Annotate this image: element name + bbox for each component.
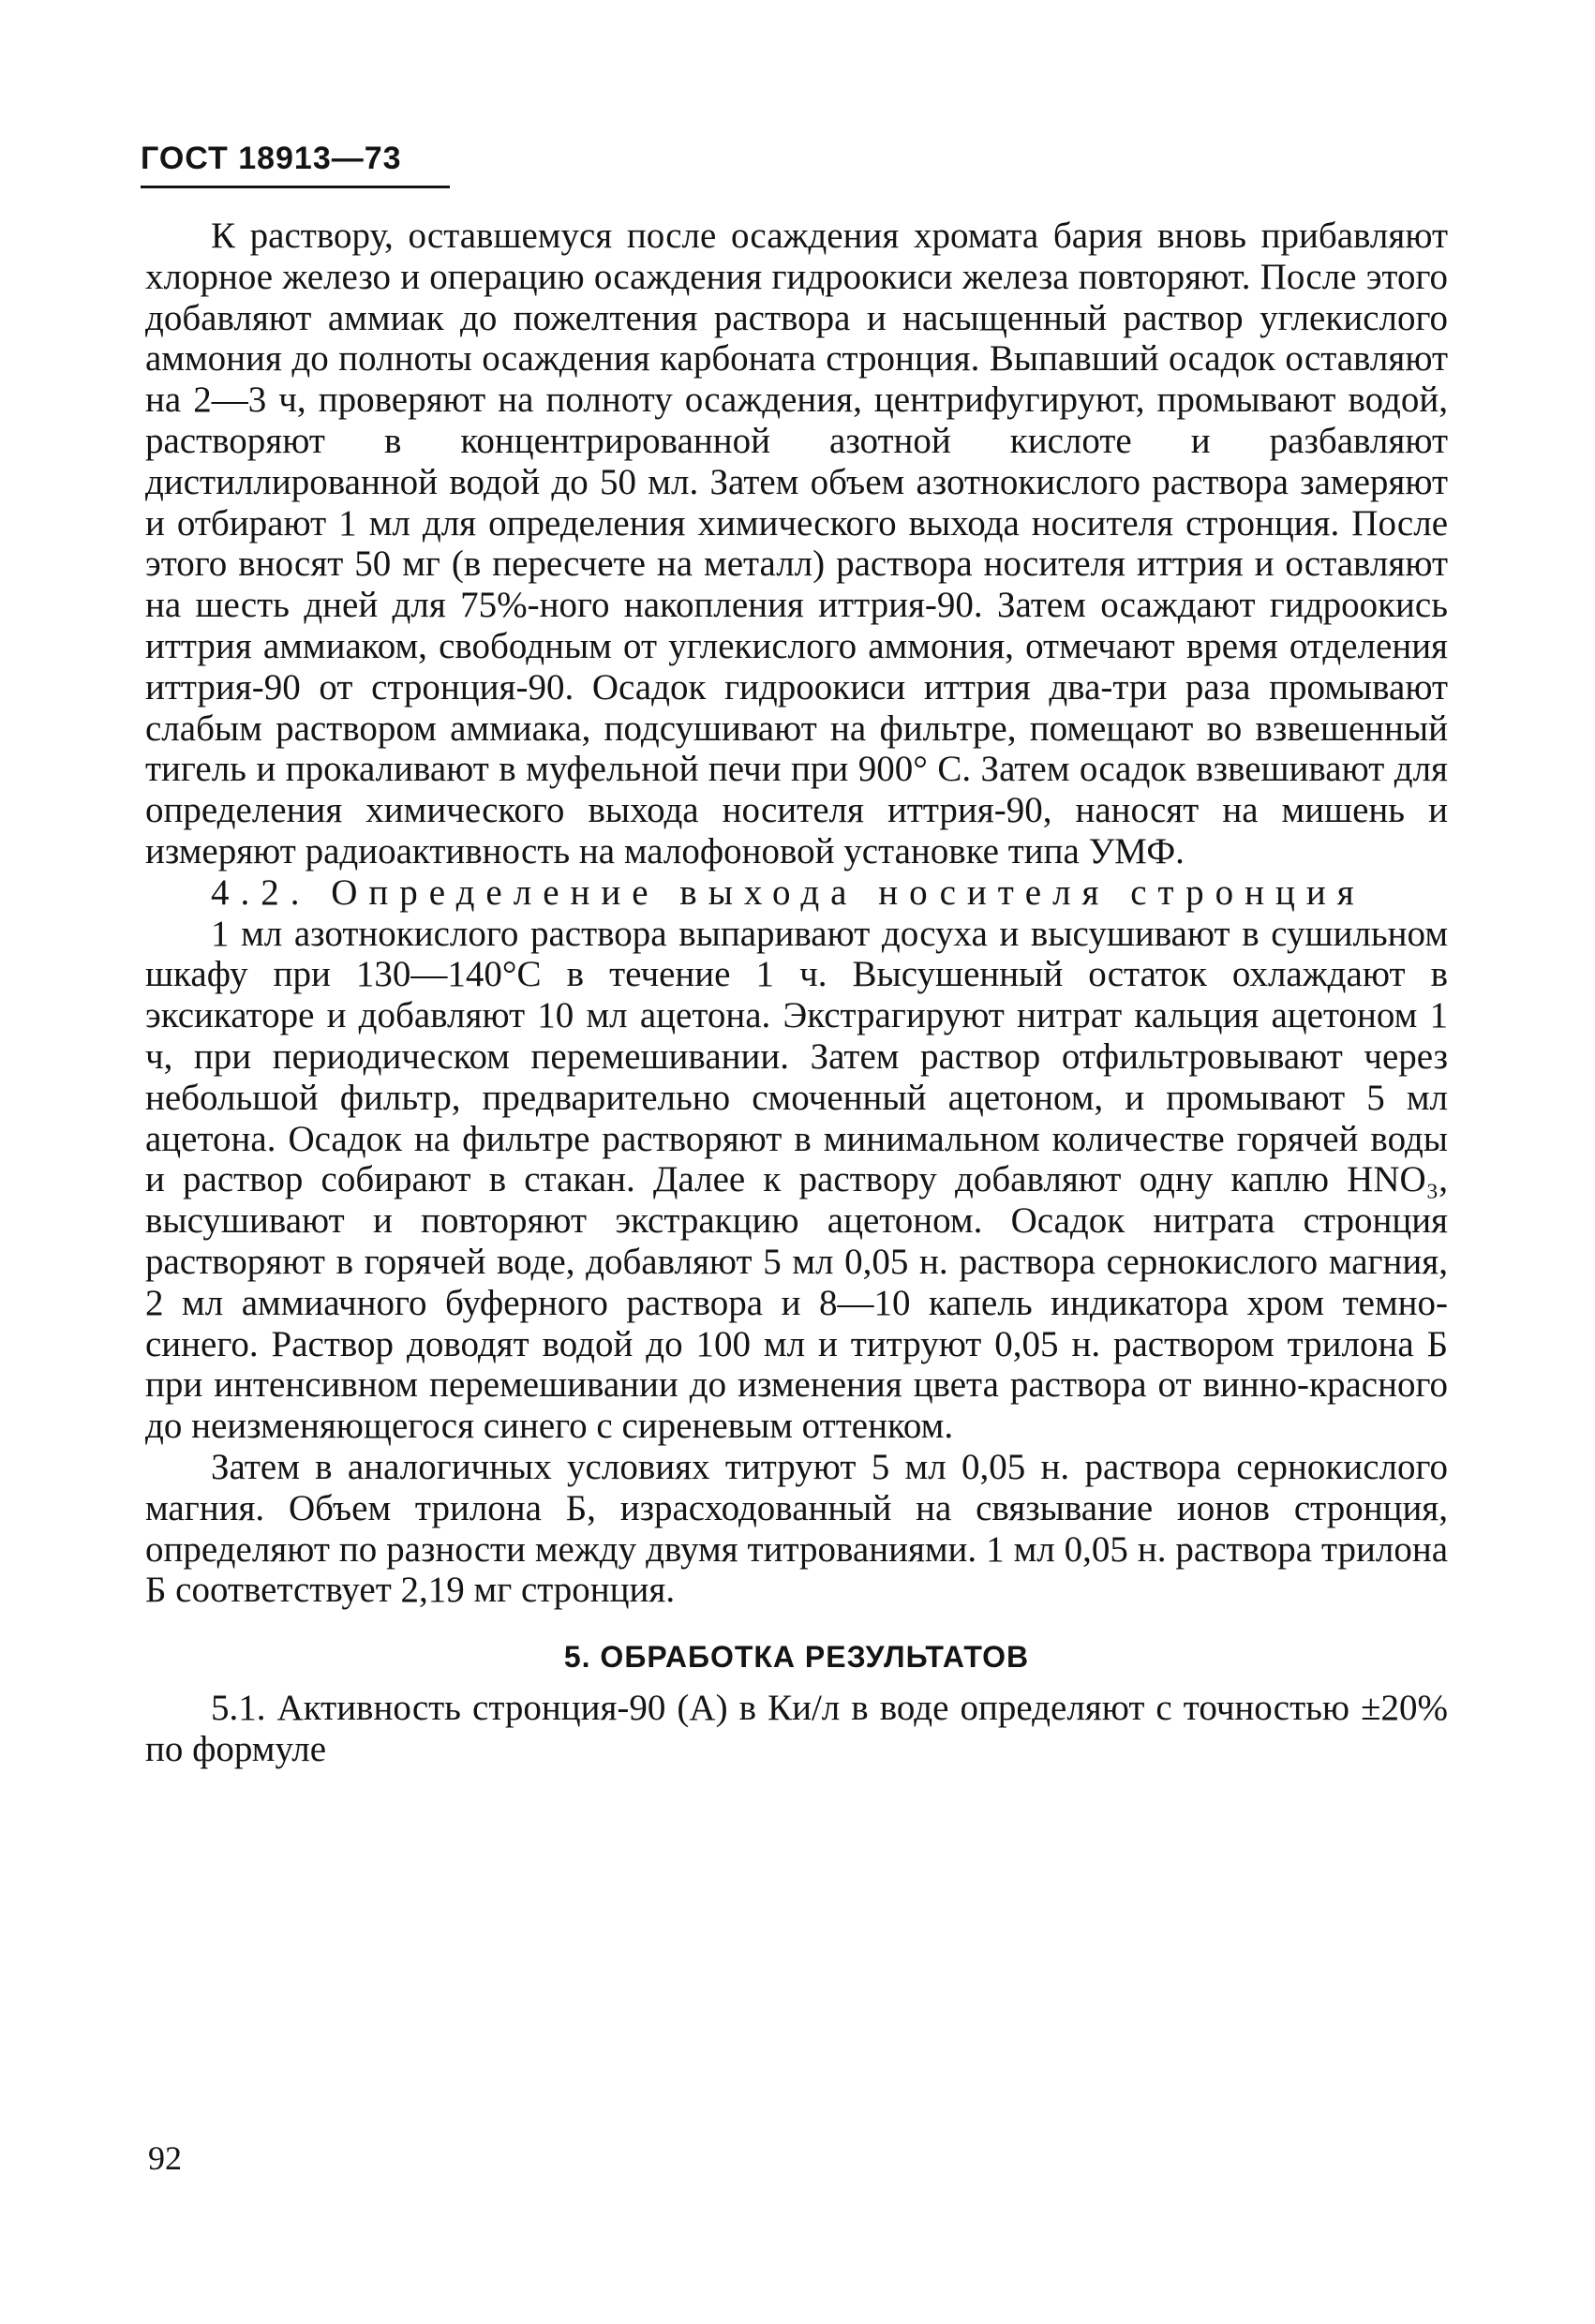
paragraph-srontium-precipitation: К раствору, оставшемуся после осаждения хромата бария вновь прибавляют хлорное железо и операцию осаждения гидроокиси железа повторяют. После этого добавляют аммиак до пожелтения раствора и насыщенный раствор углекислого аммония до полноты осаждения карбоната стронция. Выпавший осадок оставляют на 2—3 ч, проверяют на полноту осаждения, центрифугируют, промывают водой, растворяют в концентрированной азотной кислоте и разбавляют дистиллированной водой до 50 мл. Затем объем азотнокислого раствора замеряют и отбирают 1 мл для определения химического выхода носителя стронция. После этого вносят 50 мг (в пересчете на металл) раствора носителя иттрия и оставляют на шесть дней для 75%-ного накопления иттрия-90. Затем осаждают гидроокись иттрия аммиаком, свободным от углекислого аммония, отмечают время отделения иттрия-90 от стронция-90. Осадок гидроокиси иттрия два-три раза промывают слабым раствором аммиака, подсушивают на фильтре, помещают во взвешенный тигель и прокаливают в муфельной печи при 900° С. Затем осадок взвешивают для определения химического выхода носителя иттрия-90, наносят на мишень и измеряют радиоактивность на малофоновой установке типа УМФ.	[145, 216, 1448, 872]
paragraph-activity-formula-intro: 5.1. Активность стронция-90 (А) в Ки/л в воде определяют с точностью ±20% по формуле	[145, 1687, 1448, 1769]
section-heading-results: 5. ОБРАБОТКА РЕЗУЛЬТАТОВ	[563, 1640, 1030, 1675]
header-rule	[141, 186, 450, 188]
document-header: ГОСТ 18913—73	[141, 141, 402, 176]
paragraph-titration-procedure: 1 мл азотнокислого раствора выпаривают досуха и высушивают в сушильном шкафу при 130—140°С в течение 1 ч. Высушенный остаток охлаждают в эксикаторе и добавляют 10 мл ацетона. Экстрагируют нитрат кальция ацетоном 1 ч, при периодическом перемешивании. Затем раствор отфильтровывают через небольшой фильтр, предварительно смоченный ацетоном, и промывают 5 мл ацетона. Осадок на фильтре растворяют в минимальном количестве горячей воды и раствор собирают в стакан. Далее к раствору добавляют одну каплю HNO₃, высушивают и повторяют экстракцию ацетоном. Осадок нитрата стронция растворяют в горячей воде, добавляют 5 мл 0,05 н. раствора сернокислого магния, 2 мл аммиачного буферного раствора и 8—10 капель индикатора хром темно-синего. Раствор доводят водой до 100 мл и титруют 0,05 н. раствором трилона Б при интенсивном перемешивании до изменения цвета раствора от винно-красного до неизменяющегося синего с сиреневым оттенком.	[145, 913, 1448, 1447]
document-body	[145, 216, 1448, 1769]
subsection-heading-4-2: 4.2. Определение выхода носителя стронция	[211, 872, 1365, 913]
page-number: 92	[148, 2139, 182, 2177]
paragraph-titration-calculation: Затем в аналогичных условиях титруют 5 мл 0,05 н. раствора сернокислого магния. Объем трилона Б, израсходованный на связывание ионов стронция, определяют по разности между двумя титрованиями. 1 мл 0,05 н. раствора трилона Б соответствует 2,19 мг стронция.	[145, 1446, 1448, 1611]
